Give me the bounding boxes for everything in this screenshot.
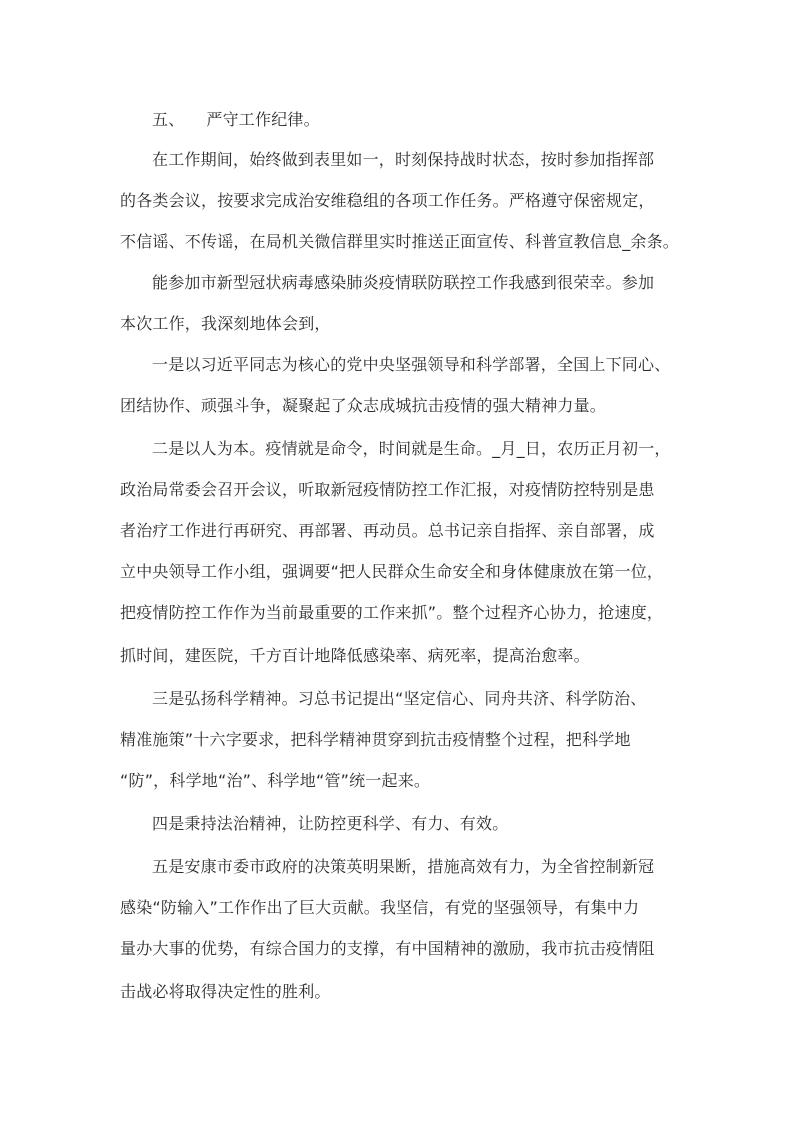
paragraph-line: 者治疗工作进行再研究、再部署、再动员。总书记亲自指挥、亲自部署，成 (120, 521, 655, 540)
paragraph-line: 一是以习近平同志为核心的党中央坚强领导和科学部署，全国上下同心、 (152, 355, 671, 374)
paragraph-line: 击战必将取得决定性的胜利。 (120, 982, 331, 1001)
paragraph-line: 团结协作、顽强斗争，凝聚起了众志成城抗击疫情的强大精神力量。 (120, 396, 607, 415)
section-heading-number: 五、 (152, 110, 185, 129)
paragraph-line: 把疫情防控工作作为当前最重要的工作来抓”。整个过程齐心协力，抢速度， (120, 603, 664, 622)
paragraph-line: 抓时间，建医院，千方百计地降低感染率、病死率，提高治愈率。 (120, 646, 590, 665)
paragraph-line: 立中央领导工作小组，强调要“把人民群众生命安全和身体健康放在第一位， (120, 562, 664, 581)
section-heading (152, 108, 320, 132)
paragraph-line: 政治局常委会召开会议，听取新冠疫情防控工作汇报，对疫情防控特别是患 (120, 480, 655, 499)
paragraph-line: 不信谣、不传谣，在局机关微信群里实时推送正面宣传、科普宣教信息_余条。 (120, 232, 680, 251)
paragraph-line: “防”，科学地“治”、科学地“管”统一起来。 (120, 771, 431, 790)
paragraph-line: 三是弘扬科学精神。习总书记提出“坚定信心、同舟共济、科学防治、 (152, 689, 647, 708)
paragraph-line: 五是安康市委市政府的决策英明果断，措施高效有力，为全省控制新冠 (152, 857, 655, 876)
paragraph-line: 量办大事的优势，有综合国力的支撑，有中国精神的激励，我市抗击疫情阻 (120, 939, 655, 958)
paragraph-line: 四是秉持法治精神，让防控更科学、有力、有效。 (152, 814, 509, 833)
paragraph-line: 二是以人为本。疫情就是命令，时间就是生命。_月_日，农历正月初一， (152, 439, 671, 458)
paragraph-line: 能参加市新型冠状病毒感染肺炎疫情联防联控工作我感到很荣幸。参加 (152, 273, 655, 292)
paragraph-line: 精准施策”十六字要求，把科学精神贯穿到抗击疫情整个过程，把科学地 (120, 730, 631, 749)
paragraph-line: 在工作期间，始终做到表里如一，时刻保持战时状态，按时参加指挥部 (152, 150, 655, 169)
paragraph-line: 的各类会议，按要求完成治安维稳组的各项工作任务。严格遵守保密规定， (120, 191, 655, 210)
section-heading-text: 严守工作纪律。 (206, 110, 320, 129)
paragraph-line: 本次工作，我深刻地体会到， (120, 314, 331, 333)
paragraph-line: 感染“防输入”工作作出了巨大贡献。我坚信，有党的坚强领导，有集中力 (120, 898, 640, 917)
